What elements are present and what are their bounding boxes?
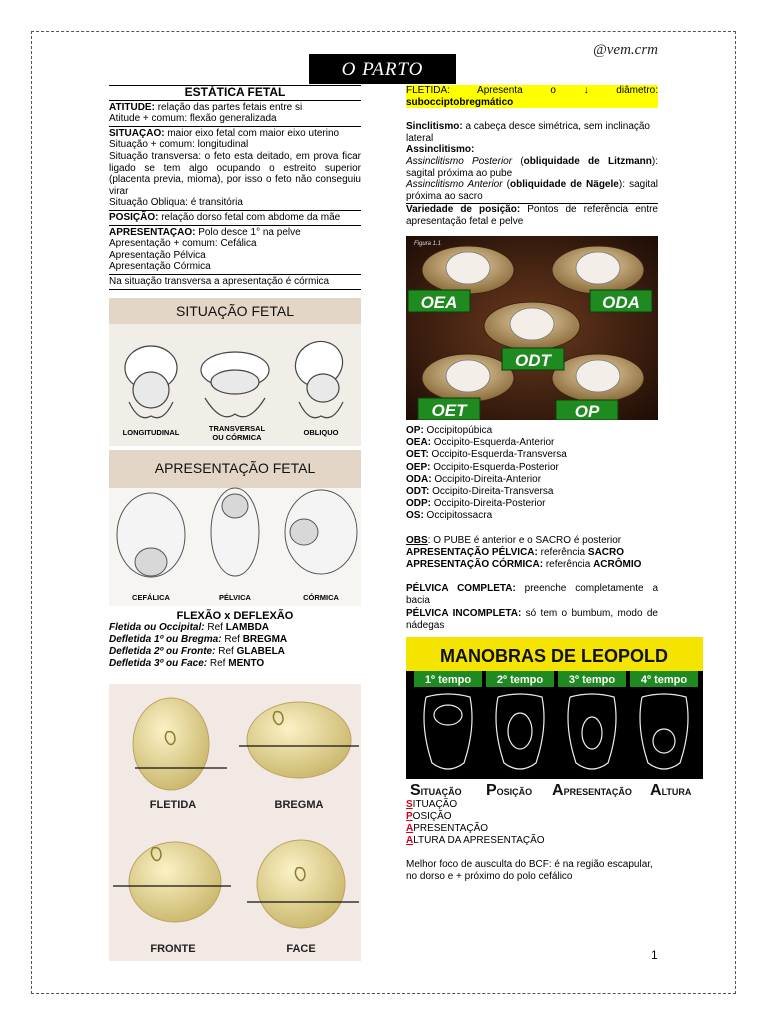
flexao-row: Fletida ou Occipital: Ref LAMBDA [109,622,270,633]
posicao-text: relação dorso fetal com abdome da mãe [158,211,341,223]
label-oea: OEA [420,293,458,312]
atitude-common: Atitude + comum: flexão generalizada [109,113,277,125]
pelvica-completa: PÉLVICA COMPLETA: preenche completamente a bacia [406,583,659,607]
situacao-section [109,127,361,211]
page-title: O PARTO [309,54,456,84]
variedade-posicao: Variedade de posição: Pontos de referência entre apresentação fetal e pelve [406,204,658,227]
list-item: POSIÇÃO [406,811,452,822]
list-item: OET: Occipito-Esquerda-Transversa [406,449,567,461]
label-op: OP [574,402,600,420]
label-pelvica: PÉLVICA [219,593,251,602]
flexao-row: Defletida 2º ou Fronte: Ref GLABELA [109,646,285,657]
tempo-1: 1º tempo [424,674,472,686]
flexao-deflexao [109,610,361,670]
label-cefalica: CEFÁLICA [132,593,170,602]
flexao-row: Defletida 3º ou Face: Ref MENTO [109,658,265,669]
posicao-label: POSIÇÃO: [109,211,159,223]
label-obliquo: OBLIQUO [303,428,339,437]
spaa-block [406,799,658,883]
apresentacao-label: APRESENTAÇAO: [109,226,196,238]
assinclitismo-posterior: Assinclitismo Posterior (obliquidade de Litzmann): sagital próxima ao pube [406,155,658,179]
label-cormica: CÓRMICA [303,593,339,602]
assinclitismo: Assinclitismo: [406,144,475,156]
positions-list [406,425,658,632]
label-oet: OET [431,401,467,420]
tempo-4: 4º tempo [640,674,688,686]
leopold-footer: SITUAÇÃO [410,782,462,798]
situacao-label: SITUAÇAO: [109,127,165,139]
label-fronte: FRONTE [150,943,196,955]
atitude-text: relação das partes fetais entre si [154,101,303,113]
estatica-fetal-box [109,85,361,290]
pelvica-incompleta: PÉLVICA INCOMPLETA: só tem o bumbum, modo de nádegas [406,607,658,631]
tempo-3: 3º tempo [568,674,616,686]
list-item: ODT: Occipito-Direita-Transversa [406,486,554,498]
fletida-diameter: subocciptobregmático [406,96,514,108]
label-longitudinal: LONGITUDINAL [122,428,180,437]
situacao-fetal-title: SITUAÇÃO FETAL [176,303,294,319]
atitude-label: ATITUDE: [109,101,155,113]
leopold-footer: POSIÇÃO [486,782,533,798]
situacao-text: maior eixo fetal com maior eixo uterino [164,127,340,139]
situacao-transversa: Situação transversa: o feto esta deitado, em prova ficar ligado se tem algo ocupando o estreito superior (placenta previa, mioma), por isso o feto não conseguiu virar [109,150,361,197]
label-face: FACE [286,943,316,955]
right-column-text [406,85,658,228]
label-transversal: TRANSVERSAL OU CÓRMICA [208,424,266,442]
flexao-row: Defletida 1º ou Bregma: Ref BREGMA [109,634,288,645]
label-fletida: FLETIDA [149,799,197,811]
section-heading: ESTÁTICA FETAL [109,85,361,101]
obs-note: OBS: O PUBE é anterior e o SACRO é posterior [406,534,622,546]
author-handle: @vem.crm [592,42,658,58]
apresentacao-fetal-figure [109,450,361,606]
list-item: SITUAÇÃO [406,799,458,810]
obs-pelvica: APRESENTAÇÃO PÉLVICA: referência SACRO [406,546,625,558]
label-odt: ODT [515,351,551,370]
apresentacao-cormica: Apresentação Córmica [109,261,211,273]
list-item: OEA: Occipito-Esquerda-Anterior [406,437,555,449]
page-number: 1 [651,948,658,962]
label-oda: ODA [602,293,640,312]
variedade-posicao-figure [406,236,658,420]
leopold-footer: ALTURA [650,782,692,798]
figure-caption: Figura 1.1 [414,241,442,247]
transversa-note: Na situação transversa a apresentação é córmica [109,275,361,290]
list-item: OEP: Occipito-Esquerda-Posterior [406,461,559,473]
apresentacao-section [109,226,361,275]
flexao-heading: FLEXÃO x DEFLEXÃO [176,610,294,622]
situacao-fetal-figure [109,298,361,446]
assinclitismo-anterior: Assinclitismo Anterior (obliquidade de Nägele): sagital próxima ao sacro [406,179,658,202]
leopold-figure [406,637,703,798]
label-bregma: BREGMA [274,799,324,811]
list-item: ODA: Occipito-Direita-Anterior [406,473,542,485]
sinclitismo: Sinclitismo: a cabeça desce simétrica, sem inclinação lateral [406,121,650,144]
head-attitudes-figure [109,684,361,961]
list-item: APRESENTAÇÃO [406,823,489,834]
list-item: ALTURA DA APRESENTAÇÃO [406,835,545,846]
apresentacao-fetal-title: APRESENTAÇÃO FETAL [154,460,316,476]
obs-cormica: APRESENTAÇÃO CÓRMICA: referência ACRÔMIO [406,559,642,571]
situacao-obliqua: Situação Obliqua: é transitória [109,197,243,209]
tempo-2: 2º tempo [496,674,544,686]
bcf-note: Melhor foco de ausculta do BCF: é na região escapular, no dorso e + próximo do polo cefálico [406,859,653,882]
leopold-title: MANOBRAS DE LEOPOLD [439,646,669,666]
atitude-section [109,101,361,127]
leopold-footer: APRESENTAÇÃO [552,782,632,798]
fletida-highlight [406,85,658,108]
fletida-label: FLETIDA: Apresenta o ↓ diâmetro: [406,85,658,96]
list-item: ODP: Occipito-Direita-Posterior [406,498,546,510]
situacao-common: Situação + comum: longitudinal [109,139,249,151]
posicao-section [109,211,361,226]
apresentacao-pelvica: Apresentação Pélvica [109,249,206,261]
list-item: OP: Occipitopúbica [406,425,493,436]
apresentacao-text: Polo desce 1° na pelve [195,226,301,238]
apresentacao-common: Apresentação + comum: Cefálica [109,238,257,250]
list-item: OS: Occipitossacra [406,510,493,522]
